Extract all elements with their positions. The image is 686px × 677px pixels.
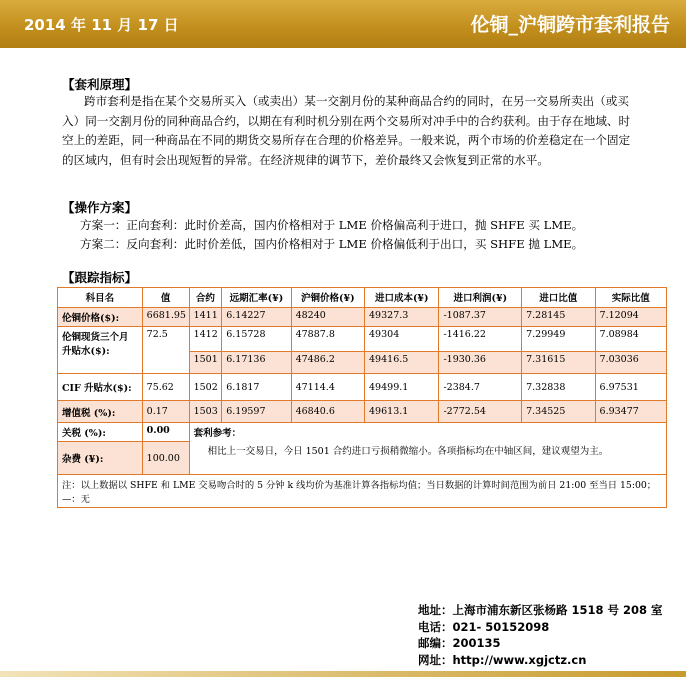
shfe-price-cell: 48240 <box>291 308 364 327</box>
plan-two: 方案二：反向套利：此时价差低，国内价格相对于 LME 价格偏低利于出口，买 SHFE 抛 LME。 <box>80 237 584 251</box>
address-value: 上海市浦东新区张杨路 1518 号 208 室 <box>452 603 663 617</box>
fx-cell: 6.14227 <box>222 308 291 327</box>
contract-cell: 1501 <box>189 352 222 374</box>
shfe-price-cell: 47887.8 <box>291 327 364 352</box>
report-title: 伦铜_沪铜跨市套利报告 <box>470 14 670 36</box>
actual-ratio-cell: 6.93477 <box>595 401 666 423</box>
metric-value: 100.00 <box>142 442 189 475</box>
import-cost-cell: 49613.1 <box>365 401 439 423</box>
footer-bar <box>0 671 686 677</box>
metric-value: 75.62 <box>142 374 189 401</box>
metric-value: 72.5 <box>142 327 189 374</box>
import-ratio-cell: 7.32838 <box>522 374 595 401</box>
col-header: 进口利润(¥) <box>439 288 522 308</box>
import-cost-cell: 49327.3 <box>365 308 439 327</box>
tracking-heading: 【跟踪指标】 <box>62 270 138 285</box>
import-ratio-cell: 7.29949 <box>522 327 595 352</box>
fx-cell: 6.17136 <box>222 352 291 374</box>
plan-one: 方案一：正向套利：此时价差高，国内价格相对于 LME 价格偏高利于进口，抛 SHFE 买 LME。 <box>80 218 584 232</box>
principle-text: 跨市套利是指在某个交易所买入（或卖出）某一交割月份的某种商品合约的同时，在另一交易所卖出（或买入）同一交割月份的同种商品合约，以期在有利时机分别在两个交易所对冲手中的合约获利。由于存在地域、时空上的差距，同一种商品在不同的期货交易所存在合理的价格差异。一般来说，两个市场的价差稳定在一个固定的区域内，但有时会出现短暂的异常。在经济规律的调节下，差价最终又会恢复到正常的水平。 <box>62 94 631 167</box>
postcode-value: 200135 <box>452 636 501 650</box>
actual-ratio-cell: 7.03036 <box>595 352 666 374</box>
metric-label: 伦铜价格($): <box>58 308 143 327</box>
import-profit-cell: -1087.37 <box>439 308 522 327</box>
phone-value: 021- 50152098 <box>452 619 550 634</box>
metric-label: 关税 (%): <box>58 423 143 442</box>
principle-heading: 【套利原理】 <box>62 77 138 92</box>
import-ratio-cell: 7.34525 <box>522 401 595 423</box>
import-cost-cell: 49304 <box>365 327 439 352</box>
metric-label: 增值税 (%): <box>58 401 143 423</box>
col-header: 沪铜价格(¥) <box>291 288 364 308</box>
metric-label: 伦铜现货三个月升贴水($): <box>58 327 143 374</box>
col-header: 进口比值 <box>522 288 595 308</box>
col-header: 实际比值 <box>595 288 666 308</box>
col-header: 值 <box>142 288 189 308</box>
contract-cell: 1503 <box>189 401 222 423</box>
address-label: 地址： <box>418 603 453 617</box>
metric-value: 6681.95 <box>142 308 189 327</box>
report-date: 2014 年 11 月 17 日 <box>24 16 179 34</box>
col-header: 进口成本(¥) <box>365 288 439 308</box>
reference-cell <box>189 423 666 475</box>
import-profit-cell: -1930.36 <box>439 352 522 374</box>
phone-label: 电话： <box>418 619 453 634</box>
website-label: 网址： <box>418 652 453 667</box>
fx-cell: 6.15728 <box>222 327 291 352</box>
col-header: 科目名 <box>58 288 143 308</box>
table-note: 注：以上数据以 SHFE 和 LME 交易吻合时的 5 分钟 k 线均价为基准计算各指标均值；当日数据的计算时间范围为前日 21:00 至当日 15:00；—：无 <box>58 475 667 508</box>
fx-cell: 6.19597 <box>222 401 291 423</box>
import-cost-cell: 49499.1 <box>365 374 439 401</box>
operation-heading: 【操作方案】 <box>62 200 138 215</box>
website-link[interactable]: http://www.xgjctz.cn <box>452 652 587 667</box>
metric-value: 0.00 <box>142 423 189 442</box>
contract-cell: 1502 <box>189 374 222 401</box>
contract-cell: 1411 <box>189 308 222 327</box>
actual-ratio-cell: 7.12094 <box>595 308 666 327</box>
import-ratio-cell: 7.31615 <box>522 352 595 374</box>
import-ratio-cell: 7.28145 <box>522 308 595 327</box>
shfe-price-cell: 47114.4 <box>291 374 364 401</box>
table-row <box>58 475 667 508</box>
import-profit-cell: -1416.22 <box>439 327 522 352</box>
import-cost-cell: 49416.5 <box>365 352 439 374</box>
table-row <box>58 308 667 327</box>
tracking-table <box>57 287 667 508</box>
actual-ratio-cell: 6.97531 <box>595 374 666 401</box>
shfe-price-cell: 46840.6 <box>291 401 364 423</box>
metric-value: 0.17 <box>142 401 189 423</box>
postcode-label: 邮编： <box>418 636 453 650</box>
fx-cell: 6.1817 <box>222 374 291 401</box>
contact-footer <box>418 602 663 668</box>
reference-title: 套利参考： <box>193 428 242 439</box>
contract-cell: 1412 <box>189 327 222 352</box>
table-row <box>58 401 667 423</box>
metric-label: CIF 升贴水($): <box>58 374 143 401</box>
table-row <box>58 374 667 401</box>
table-row <box>58 327 667 352</box>
table-row <box>58 423 667 442</box>
header-banner <box>0 0 686 48</box>
shfe-price-cell: 47486.2 <box>291 352 364 374</box>
table-header-row <box>58 288 667 308</box>
reference-text: 相比上一交易日，今日 1501 合约进口亏损稍微缩小。各项指标均在中轴区间，建议观望为主。 <box>207 446 609 457</box>
import-profit-cell: -2384.7 <box>439 374 522 401</box>
metric-label: 杂费 (¥): <box>58 442 143 475</box>
col-header: 合约 <box>189 288 222 308</box>
import-profit-cell: -2772.54 <box>439 401 522 423</box>
actual-ratio-cell: 7.08984 <box>595 327 666 352</box>
principle-paragraph <box>62 92 632 170</box>
col-header: 远期汇率(¥) <box>222 288 291 308</box>
